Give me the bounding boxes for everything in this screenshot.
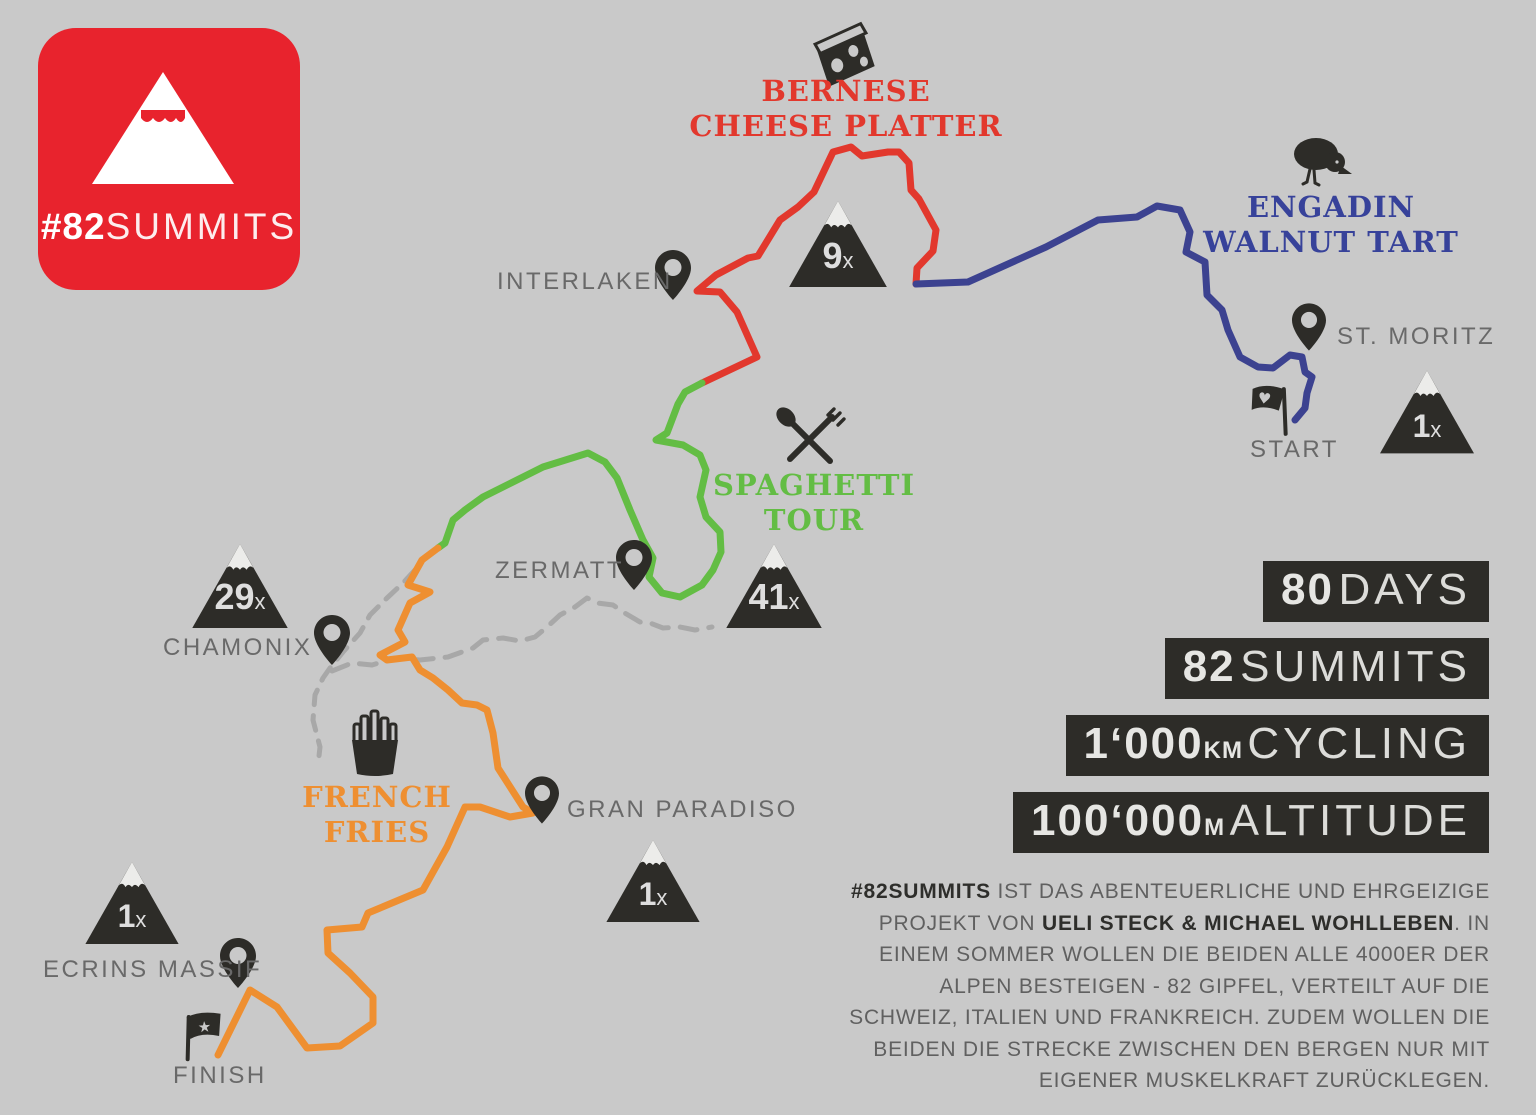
- start-flag-icon: [1248, 382, 1300, 441]
- start-label: START: [1250, 436, 1339, 463]
- title-line: BERNESE: [761, 74, 931, 108]
- title-line: CHEESE PLATTER: [689, 109, 1003, 143]
- svg-text:♥: ♥: [1256, 388, 1273, 409]
- logo-text: [38, 206, 300, 248]
- mountain-icon: [38, 28, 300, 290]
- title-french-fries: [302, 780, 452, 850]
- title-engadin-walnut-tart: [1203, 190, 1459, 260]
- title-line: TOUR: [763, 503, 865, 537]
- logo-hash-number: #82: [40, 206, 106, 247]
- title-bernese-cheese-platter: [689, 74, 1002, 144]
- stats-block: [1013, 561, 1489, 853]
- stat-days: 80 DAYS: [1263, 561, 1489, 622]
- svg-text:★: ★: [197, 1017, 212, 1037]
- description-bold-hashtag: #82SUMMITS: [851, 880, 991, 903]
- summit-badge-gran-paradiso: [606, 840, 700, 922]
- label-interlaken: INTERLAKEN: [497, 268, 673, 295]
- label-ecrins-massif: ECRINS MASSIF: [43, 956, 263, 983]
- summit-count: 1x: [1412, 408, 1442, 444]
- title-line: SPAGHETTI: [712, 468, 916, 502]
- pin-gran-paradiso-icon: [525, 776, 559, 829]
- label-zermatt: ZERMATT: [495, 557, 625, 584]
- title-line: FRENCH: [302, 780, 452, 814]
- summit-badge-zermatt: [726, 544, 822, 628]
- summit-count: 1x: [117, 898, 147, 934]
- summit-badge-bernese: [789, 201, 887, 287]
- label-st-moritz: ST. MORITZ: [1337, 323, 1496, 350]
- label-chamonix: CHAMONIX: [163, 634, 313, 661]
- stat-cycling: 1‘000KM CYCLING: [1066, 715, 1489, 776]
- pin-st-moritz-icon: [1292, 303, 1326, 356]
- pin-chamonix-icon: [314, 615, 350, 670]
- summit-badge-ecrins: [85, 862, 179, 944]
- title-spaghetti-tour: [713, 468, 915, 538]
- title-line: WALNUT TART: [1203, 225, 1459, 259]
- finish-label: FINISH: [173, 1062, 267, 1089]
- stat-altitude: 100‘000M ALTITUDE: [1013, 792, 1489, 853]
- summit-badge-chamonix: [192, 544, 288, 628]
- stat-summits: 82 SUMMITS: [1165, 638, 1489, 699]
- description-bold-names: UELI STECK & MICHAEL WOHLLEBEN: [1042, 911, 1455, 935]
- title-line: FRIES: [323, 815, 431, 849]
- summit-badge-st-moritz: [1380, 370, 1474, 454]
- finish-flag-icon: [178, 1008, 230, 1067]
- summit-count: 1x: [638, 876, 668, 912]
- summit-count: 41x: [748, 576, 800, 617]
- logo-word: SUMMITS: [105, 206, 298, 247]
- label-gran-paradiso: GRAN PARADISO: [567, 796, 798, 823]
- fries-icon: [348, 708, 402, 783]
- summit-count: 9x: [822, 235, 854, 276]
- logo-82summits: [38, 28, 300, 290]
- summit-count: 29x: [214, 576, 266, 617]
- project-description: #82SUMMITS IST DAS ABENTEUERLICHE UND EHRGEIZIGE PROJEKT VON UELI STECK & MICHAEL WOHLLEBEN. IN EINEM SOMMER WOLLEN DIE BEIDEN ALLE 4000ER DER ALPEN BESTEIGEN - 82 GIPFEL, VERTEILT AUF DIE SCHWEIZ, ITALIEN UND FRANKREICH. ZUDEM WOLLEN DIE BEIDEN DIE STRECKE ZWISCHEN DEN BERGEN NUR MIT EIGENER MUSKELKRAFT ZURÜCKLEGEN.: [849, 880, 1490, 1092]
- bird-icon: [1290, 132, 1354, 193]
- title-line: ENGADIN: [1246, 190, 1416, 224]
